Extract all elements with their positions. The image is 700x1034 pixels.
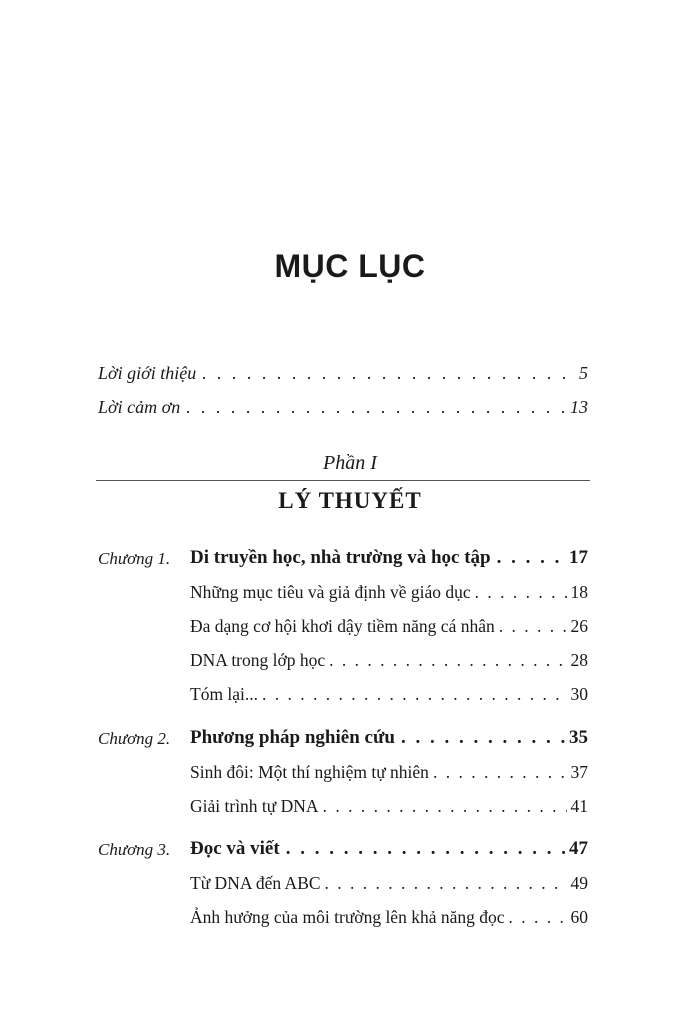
entry-page: 13 xyxy=(570,397,588,417)
chapter-2-prefix: Chương 2. xyxy=(98,729,171,748)
section-title: Giải trình tự DNA xyxy=(190,796,319,816)
dot-leader xyxy=(509,905,567,929)
toc-entry-section[interactable] xyxy=(190,614,588,638)
toc-entry-section[interactable] xyxy=(190,760,588,784)
chapter-3-prefix: Chương 3. xyxy=(98,840,171,859)
dot-leader xyxy=(323,794,567,818)
toc-title: MỤC LỤC xyxy=(274,248,426,284)
section-page: 37 xyxy=(570,762,588,782)
section-page: 41 xyxy=(570,796,588,816)
dot-leader xyxy=(186,395,566,419)
chapter-1-prefix: Chương 1. xyxy=(98,549,171,568)
toc-entry-chapter-2[interactable] xyxy=(190,726,588,750)
dot-leader xyxy=(475,580,567,604)
section-title: Ảnh hưởng của môi trường lên khả năng đọc xyxy=(190,907,505,927)
chapter-page: 17 xyxy=(569,547,588,568)
section-title: DNA trong lớp học xyxy=(190,650,326,670)
toc-entry-front-1[interactable] xyxy=(98,361,588,385)
section-title: Đa dạng cơ hội khơi dậy tiềm năng cá nhân xyxy=(190,616,495,636)
toc-entry-section[interactable] xyxy=(190,682,588,706)
part-divider xyxy=(96,480,590,481)
dot-leader xyxy=(497,546,565,570)
chapter-page: 35 xyxy=(569,727,588,748)
toc-entry-chapter-3[interactable] xyxy=(190,837,588,861)
toc-entry-section[interactable] xyxy=(190,794,588,818)
dot-leader xyxy=(202,361,575,385)
toc-entry-section[interactable] xyxy=(190,871,588,895)
dot-leader xyxy=(325,871,567,895)
section-title: Những mục tiêu và giả định về giáo dục xyxy=(190,582,471,602)
dot-leader xyxy=(262,682,566,706)
dot-leader xyxy=(433,760,567,784)
toc-entry-front-2[interactable] xyxy=(98,395,588,419)
section-page: 28 xyxy=(570,650,588,670)
dot-leader xyxy=(401,726,565,750)
section-title: Tóm lại... xyxy=(190,684,259,704)
dot-leader xyxy=(329,648,566,672)
chapter-title: Di truyền học, nhà trường và học tập xyxy=(190,547,491,568)
dot-leader xyxy=(499,614,567,638)
entry-page: 5 xyxy=(579,363,588,383)
dot-leader xyxy=(286,837,565,861)
chapter-title: Phương pháp nghiên cứu xyxy=(190,727,395,748)
entry-label: Lời giới thiệu xyxy=(98,363,197,383)
part-title: LÝ THUYẾT xyxy=(278,488,422,513)
toc-entry-chapter-1[interactable] xyxy=(190,546,588,570)
chapter-title: Đọc và viết xyxy=(190,838,280,859)
toc-entry-section[interactable] xyxy=(190,648,588,672)
section-page: 18 xyxy=(570,582,588,602)
section-title: Từ DNA đến ABC xyxy=(190,873,321,893)
section-page: 30 xyxy=(570,684,588,704)
toc-entry-section[interactable] xyxy=(190,580,588,604)
part-label: Phần I xyxy=(323,452,377,474)
entry-label: Lời cảm ơn xyxy=(98,397,181,417)
section-page: 60 xyxy=(570,907,588,927)
section-page: 26 xyxy=(570,616,588,636)
chapter-page: 47 xyxy=(569,838,588,859)
section-title: Sinh đôi: Một thí nghiệm tự nhiên xyxy=(190,762,429,782)
section-page: 49 xyxy=(570,873,588,893)
toc-entry-section[interactable] xyxy=(190,905,588,929)
